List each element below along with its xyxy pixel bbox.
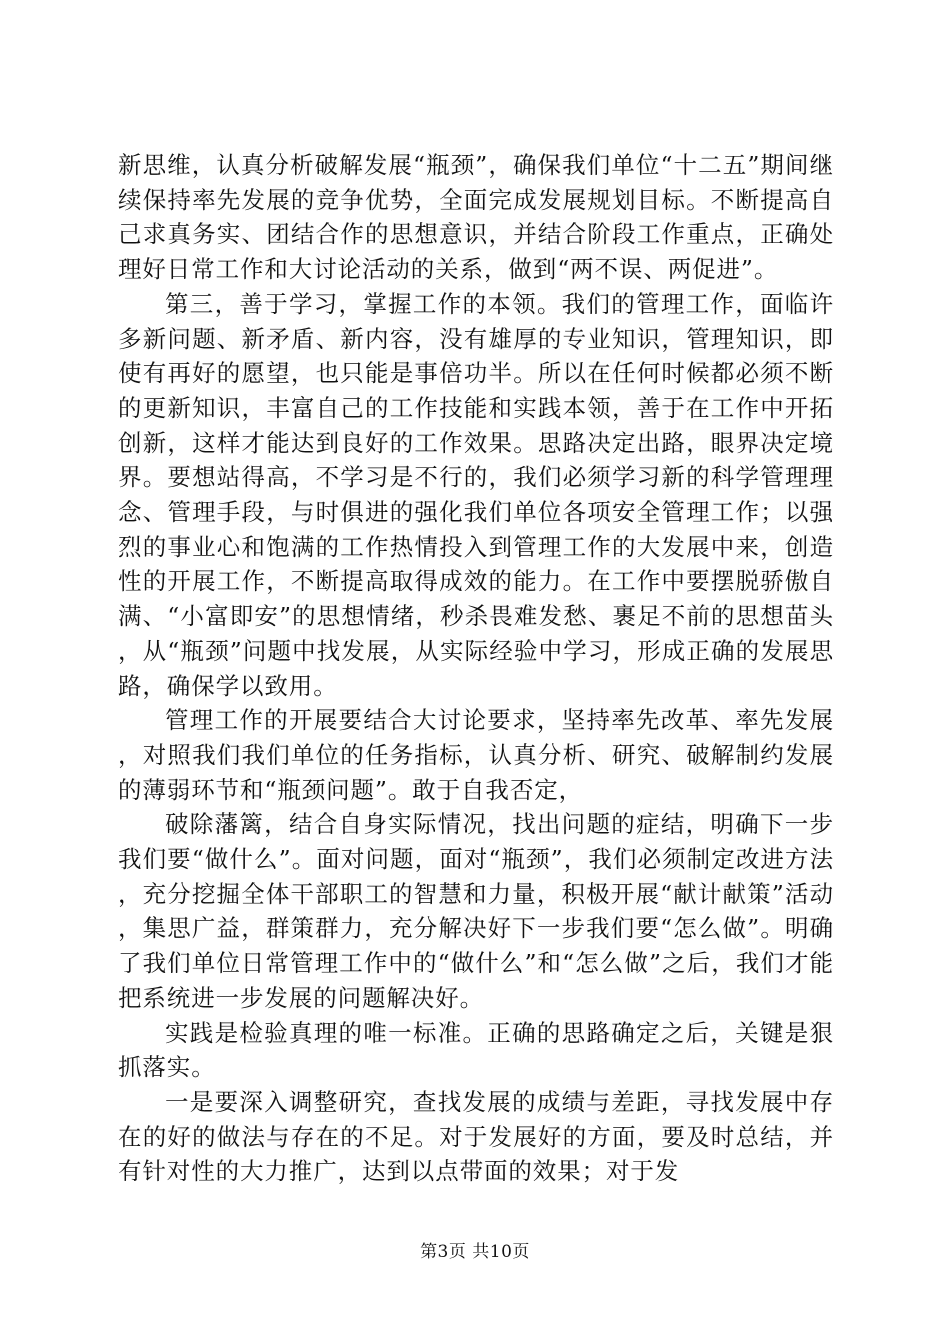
paragraph-4: 破除藩篱，结合自身实际情况，找出问题的症结，明确下一步我们要“做什么”。面对问题，面对“瓶颈”，我们必须制定改进方法，充分挖掘全体干部职工的智慧和力量，积极开展“献计献策”活动，集思广益，群策群力，充分解决好下一步我们要“怎么做”。明确了我们单位日常管理工作中的“做什么”和“怎么做”之后，我们才能把系统进一步发展的问题解决好。 <box>118 810 834 1012</box>
document-body <box>118 148 834 1189</box>
paragraph-3: 管理工作的开展要结合大讨论要求，坚持率先改革、率先发展，对照我们我们单位的任务指标，认真分析、研究、破解制约发展的薄弱环节和“瓶颈问题”。敢于自我否定， <box>118 706 834 804</box>
paragraph-1: 新思维，认真分析破解发展“瓶颈”，确保我们单位“十二五”期间继续保持率先发展的竞争优势，全面完成发展规划目标。不断提高自己求真务实、团结合作的思想意识，并结合阶段工作重点，正确处理好日常工作和大讨论活动的关系，做到“两不误、两促进”。 <box>118 151 834 284</box>
paragraph-2: 第三，善于学习，掌握工作的本领。我们的管理工作，面临许多新问题、新矛盾、新内容，没有雄厚的专业知识，管理知识，即使有再好的愿望，也只能是事倍功半。所以在任何时候都必须不断的更新知识，丰富自己的工作技能和实践本领，善于在工作中开拓创新，这样才能达到良好的工作效果。思路决定出路，眼界决定境界。要想站得高，不学习是不行的，我们必须学习新的科学管理理念、管理手段，与时俱进的强化我们单位各项安全管理工作；以强烈的事业心和饱满的工作热情投入到管理工作的大发展中来，创造性的开展工作，不断提高取得成效的能力。在工作中要摆脱骄傲自满、“小富即安”的思想情绪，秒杀畏难发愁、裹足不前的思想苗头，从“瓶颈”问题中找发展，从实际经验中学习，形成正确的发展思路，确保学以致用。 <box>118 289 834 700</box>
paragraph-6: 一是要深入调整研究，查找发展的成绩与差距，寻找发展中存在的好的做法与存在的不足。对于发展好的方面，要及时总结，并有针对性的大力推广，达到以点带面的效果；对于发 <box>118 1087 834 1186</box>
page-number-label: 第3页 共10页 <box>420 1242 530 1262</box>
page-footer <box>0 1240 950 1264</box>
paragraph-5: 实践是检验真理的唯一标准。正确的思路确定之后，关键是狠抓落实。 <box>118 1018 834 1082</box>
